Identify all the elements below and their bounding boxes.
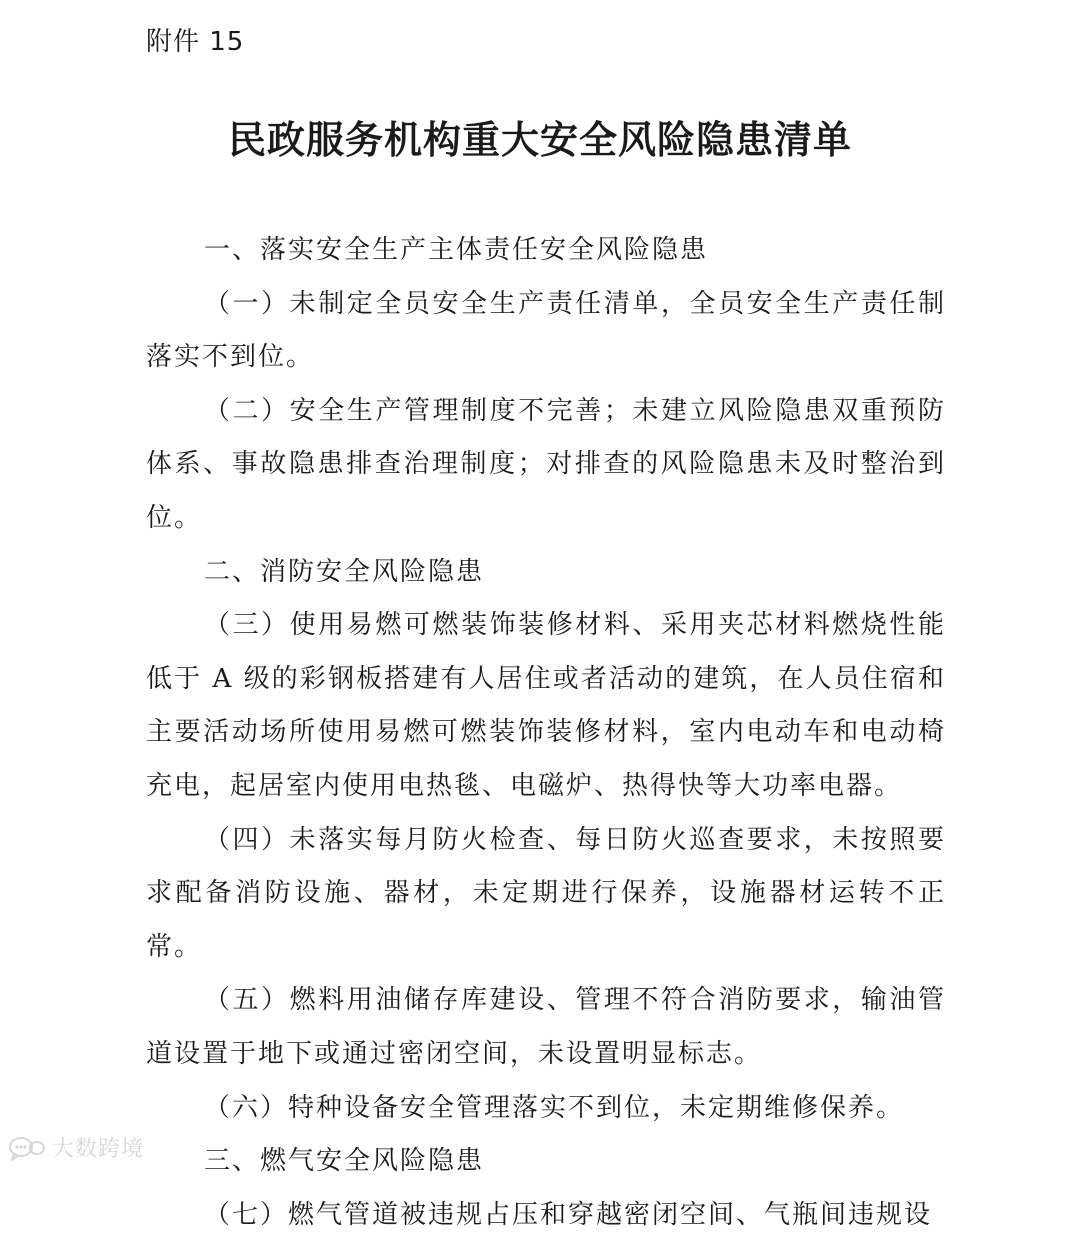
watermark	[8, 1132, 144, 1163]
document-title: 民政服务机构重大安全风险隐患清单	[227, 118, 852, 162]
chat-bubble-logo-icon	[8, 1135, 46, 1161]
paragraph: （一）未制定全员安全生产责任清单，全员安全生产责任制落实不到位。	[146, 288, 946, 373]
section-heading: 二、消防安全风险隐患	[204, 556, 485, 587]
paragraph: （二）安全生产管理制度不完善；未建立风险隐患双重预防体系、事故隐患排查治理制度；对排查的风险隐患未及时整治到位。	[146, 395, 946, 533]
paragraph: （四）未落实每月防火检查、每日防火巡查要求，未按照要求配备消防设施、器材，未定期进行保养，设施器材运转不正常。	[146, 824, 946, 962]
attachment-label: 附件 15	[146, 27, 245, 57]
watermark-text: 大数跨境	[52, 1137, 145, 1162]
paragraph: （三）使用易燃可燃装饰装修材料、采用夹芯材料燃烧性能低于 A 级的彩钢板搭建有人居住或者活动的建筑，在人员住宿和主要活动场所使用易燃可燃装饰装修材料，室内电动车和电动椅充电，起居室内使用电热毯、电磁炉、热得快等大功率电器。	[146, 610, 946, 801]
document-body	[146, 224, 946, 1242]
paragraph: （五）燃料用油储存库建设、管理不符合消防要求，输油管道设置于地下或通过密闭空间，未设置明显标志。	[146, 985, 946, 1069]
section-heading: 一、落实安全生产主体责任安全风险隐患	[204, 235, 709, 265]
paragraph: （六）特种设备安全管理落实不到位，未定期维修保养。	[204, 1092, 905, 1123]
paragraph: （七）燃气管道被违规占压和穿越密闭空间、气瓶间违规设	[204, 1199, 933, 1230]
section-heading: 三、燃气安全风险隐患	[204, 1146, 485, 1177]
